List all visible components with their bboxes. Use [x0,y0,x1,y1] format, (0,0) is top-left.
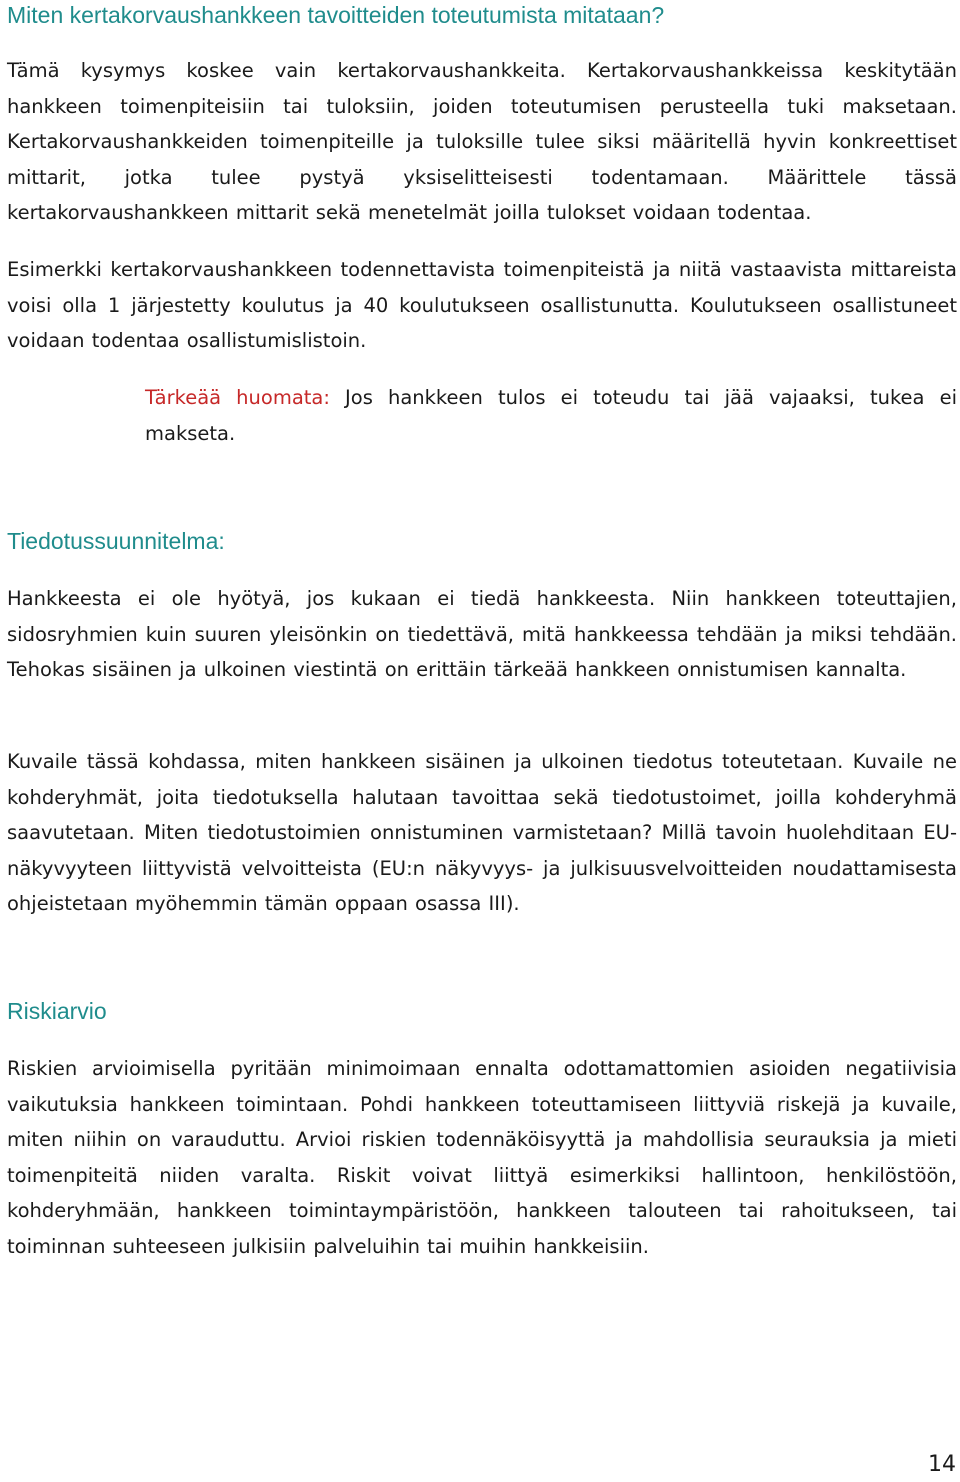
section-heading-communication-plan: Tiedotussuunnitelma: [7,528,225,554]
important-note-text: Jos hankkeen tulos ei toteudu tai jää vajaaksi, tukea ei makseta. [145,386,957,445]
measurement-paragraph-2: Esimerkki kertakorvaushankkeen todennettavista toimenpiteistä ja niitä vastaavista mittareista voisi olla 1 järjestetty koulutus ja 40 koulutukseen osallistunutta. Koulutukseen osallistuneet voidaan todentaa osallistumislistoin. [7,258,957,352]
communication-paragraph-2: Kuvaile tässä kohdassa, miten hankkeen sisäinen ja ulkoinen tiedotus toteutetaan. Kuvaile ne kohderyhmät, joita tiedotuksella halutaan tavoittaa sekä tiedotustoimet, joilla kohderyhmä saavutetaan. Miten tiedotustoimien onnistuminen varmistetaan? Millä tavoin huolehditaan EU-näkyvyyteen liittyvistä velvoitteista (EU:n näkyvyys- ja julkisuusvelvoitteiden noudattamisesta ohjeistetaan myöhemmin tämän oppaan osassa III). [7,750,957,915]
risk-paragraph: Riskien arvioimisella pyritään minimoimaan ennalta odottamattomien asioiden negatiivisia vaikutuksia hankkeen toimintaan. Pohdi hankkeen toteuttamiseen liittyviä riskejä ja kuvaile, miten niihin on varauduttu. Arvioi riskien todennäköisyyttä ja mahdollisia seurauksia ja mieti toimenpiteitä niiden varalta. Riskit voivat liittyä esimerkiksi hallintoon, henkilöstöön, kohderyhmään, hankkeen toimintaympäristöön, hankkeen talouteen tai rahoitukseen, tai toiminnan suhteeseen julkisiin palveluihin tai muihin hankkeisiin. [7,1057,957,1258]
page-number: 14 [928,1452,956,1477]
measurement-paragraph-1: Tämä kysymys koskee vain kertakorvaushankkeita. Kertakorvaushankkeissa keskitytään hankkeen toimenpiteisiin tai tuloksiin, joiden toteutumisen perusteella tuki maksetaan. Kertakorvaushankkeiden toimenpiteille ja tuloksille tulee siksi määritellä hyvin konkreettiset mittarit, jotka tulee pystyä yksiselitteisesti todentamaan. Määrittele tässä kertakorvaushankkeen mittarit sekä menetelmät joilla tulokset voidaan todentaa. [7,59,957,224]
section-heading-measurement: Miten kertakorvaushankkeen tavoitteiden toteutumista mitataan? [7,2,665,28]
communication-paragraph-1: Hankkeesta ei ole hyötyä, jos kukaan ei tiedä hankkeesta. Niin hankkeen toteuttajien, sidosryhmien kuin suuren yleisönkin on tiedettävä, mitä hankkeessa tehdään ja miksi tehdään. Tehokas sisäinen ja ulkoinen viestintä on erittäin tärkeää hankkeen onnistumisen kannalta. [7,587,957,681]
important-note [145,380,957,451]
section-heading-risk-assessment: Riskiarvio [7,998,107,1024]
important-note-label: Tärkeää huomata: [145,386,330,409]
